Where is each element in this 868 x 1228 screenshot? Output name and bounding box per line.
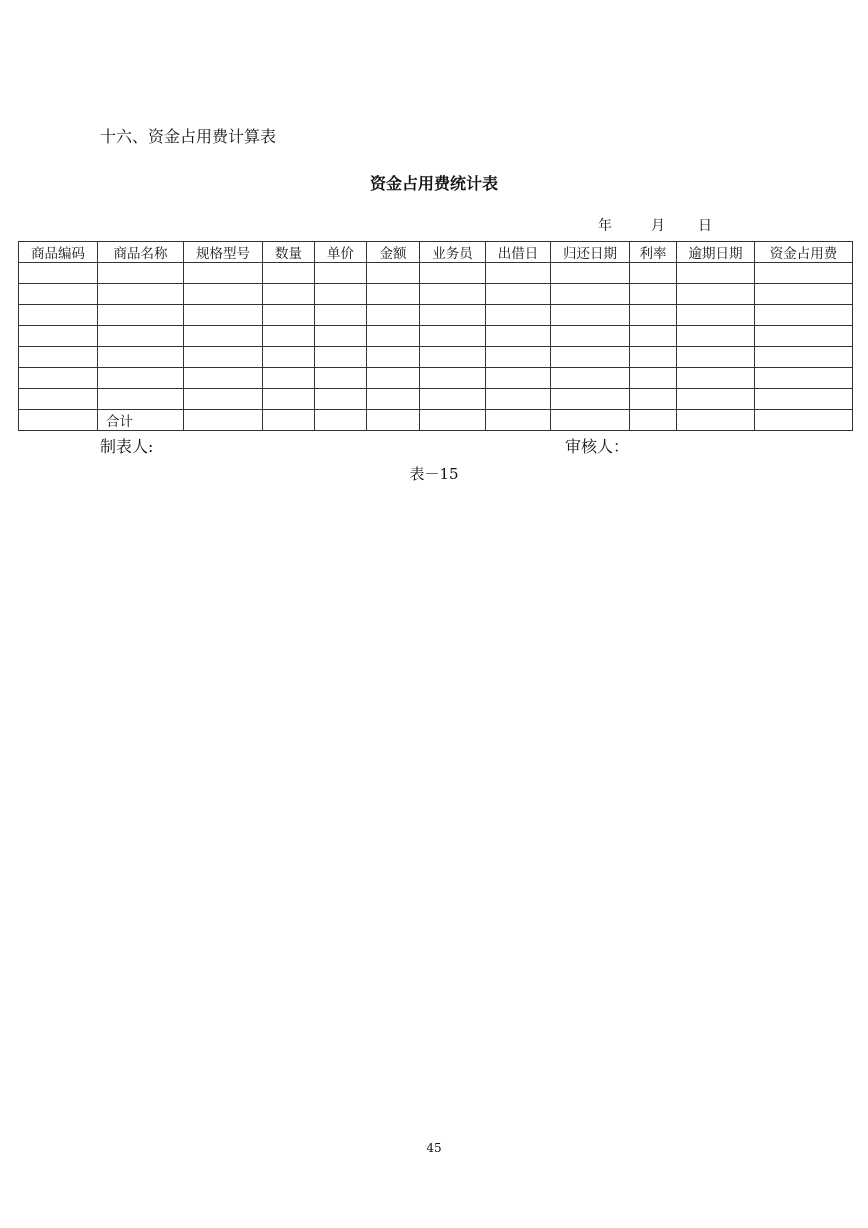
- table-cell: [367, 410, 420, 431]
- table-cell: [420, 368, 486, 389]
- table-cell: [19, 305, 98, 326]
- table-cell: [19, 410, 98, 431]
- table-cell: [677, 410, 755, 431]
- table-cell: [367, 305, 420, 326]
- table-cell: [486, 284, 551, 305]
- table-cell: [367, 389, 420, 410]
- table-cell: [263, 410, 315, 431]
- table-cell: [98, 326, 184, 347]
- table-cell: [551, 410, 630, 431]
- column-header: 单价: [315, 242, 367, 263]
- table-cell: [486, 410, 551, 431]
- date-month-label: 月: [651, 218, 665, 234]
- table-cell: [184, 305, 263, 326]
- table-cell: [551, 263, 630, 284]
- table-cell: [551, 368, 630, 389]
- table-cell: [263, 368, 315, 389]
- table-cell: [98, 368, 184, 389]
- column-header: 业务员: [420, 242, 486, 263]
- table-cell: [551, 347, 630, 368]
- table-cell: [420, 347, 486, 368]
- date-year-label: 年: [598, 218, 612, 234]
- table-cell: [19, 368, 98, 389]
- fund-occupation-fee-table: [18, 241, 853, 431]
- table-cell: [630, 410, 677, 431]
- table-cell: [551, 389, 630, 410]
- table-cell: [486, 263, 551, 284]
- table-cell: [19, 284, 98, 305]
- table-cell: [367, 347, 420, 368]
- table-cell: [755, 368, 853, 389]
- table-header-row: [19, 242, 853, 263]
- table-cell: [677, 326, 755, 347]
- column-header: 商品编码: [19, 242, 98, 263]
- table-cell: [420, 263, 486, 284]
- table-cell: [755, 347, 853, 368]
- table-cell: [315, 263, 367, 284]
- table-cell: [420, 284, 486, 305]
- table-cell: [420, 326, 486, 347]
- table-row: [19, 263, 853, 284]
- table-cell: [677, 263, 755, 284]
- table-cell: [263, 347, 315, 368]
- table-cell: [630, 347, 677, 368]
- table-cell: [755, 305, 853, 326]
- table-cell: [630, 284, 677, 305]
- column-header: 逾期日期: [677, 242, 755, 263]
- table-row: [19, 305, 853, 326]
- table-cell: [486, 326, 551, 347]
- table-cell: [98, 263, 184, 284]
- column-header: 规格型号: [184, 242, 263, 263]
- column-header: 利率: [630, 242, 677, 263]
- section-heading: 十六、资金占用费计算表: [100, 127, 277, 146]
- table-cell: [184, 368, 263, 389]
- table-cell: [420, 305, 486, 326]
- table-cell: [184, 410, 263, 431]
- table-cell: [420, 389, 486, 410]
- column-header: 金额: [367, 242, 420, 263]
- table-cell: [486, 368, 551, 389]
- table-cell: [263, 263, 315, 284]
- reviewer-label: 审核人：: [565, 437, 630, 456]
- table-cell: [755, 263, 853, 284]
- table-cell: [184, 326, 263, 347]
- table-cell: [677, 389, 755, 410]
- table-row: [19, 368, 853, 389]
- table-cell: [315, 305, 367, 326]
- table-cell: [315, 284, 367, 305]
- table-cell: [486, 305, 551, 326]
- table-cell: [755, 389, 853, 410]
- table-cell: [551, 284, 630, 305]
- table-cell: [630, 368, 677, 389]
- table-cell: [19, 326, 98, 347]
- table-cell: [551, 305, 630, 326]
- table-row: [19, 389, 853, 410]
- table-cell: [184, 347, 263, 368]
- table-cell: [677, 347, 755, 368]
- column-header: 出借日: [486, 242, 551, 263]
- total-label: 合计: [98, 410, 184, 431]
- table-row: [19, 284, 853, 305]
- table-cell: [19, 389, 98, 410]
- table-cell: [98, 389, 184, 410]
- column-header: 商品名称: [98, 242, 184, 263]
- table-cell: [677, 305, 755, 326]
- date-day-label: 日: [698, 218, 712, 234]
- table-cell: [315, 347, 367, 368]
- table-cell: [184, 263, 263, 284]
- page-number: 45: [426, 1141, 442, 1155]
- table-cell: [677, 284, 755, 305]
- table-cell: [315, 326, 367, 347]
- table-cell: [98, 305, 184, 326]
- total-row: [19, 410, 853, 431]
- table-cell: [630, 263, 677, 284]
- table-cell: [315, 410, 367, 431]
- table-cell: [677, 368, 755, 389]
- table-cell: [486, 389, 551, 410]
- table-cell: [98, 284, 184, 305]
- table-cell: [630, 389, 677, 410]
- table-title: 资金占用费统计表: [369, 174, 498, 193]
- column-header: 归还日期: [551, 242, 630, 263]
- table-cell: [630, 305, 677, 326]
- table-cell: [184, 389, 263, 410]
- table-cell: [367, 284, 420, 305]
- table-cell: [263, 284, 315, 305]
- table-cell: [367, 263, 420, 284]
- table-cell: [420, 410, 486, 431]
- table-cell: [263, 326, 315, 347]
- table-row: [19, 326, 853, 347]
- table-cell: [551, 326, 630, 347]
- table-cell: [367, 326, 420, 347]
- table-body: [19, 263, 853, 431]
- table-cell: [755, 410, 853, 431]
- table-cell: [486, 347, 551, 368]
- column-header: 数量: [263, 242, 315, 263]
- table-cell: [19, 347, 98, 368]
- table-cell: [755, 326, 853, 347]
- column-header: 资金占用费: [755, 242, 853, 263]
- table-cell: [19, 263, 98, 284]
- table-cell: [315, 389, 367, 410]
- table-cell: [98, 347, 184, 368]
- table-cell: [263, 305, 315, 326]
- table-number: 表－15: [409, 465, 459, 483]
- preparer-label: 制表人:: [100, 437, 154, 456]
- table-cell: [315, 368, 367, 389]
- table-cell: [367, 368, 420, 389]
- table-cell: [184, 284, 263, 305]
- table-cell: [755, 284, 853, 305]
- table-cell: [263, 389, 315, 410]
- table-cell: [630, 326, 677, 347]
- table-row: [19, 347, 853, 368]
